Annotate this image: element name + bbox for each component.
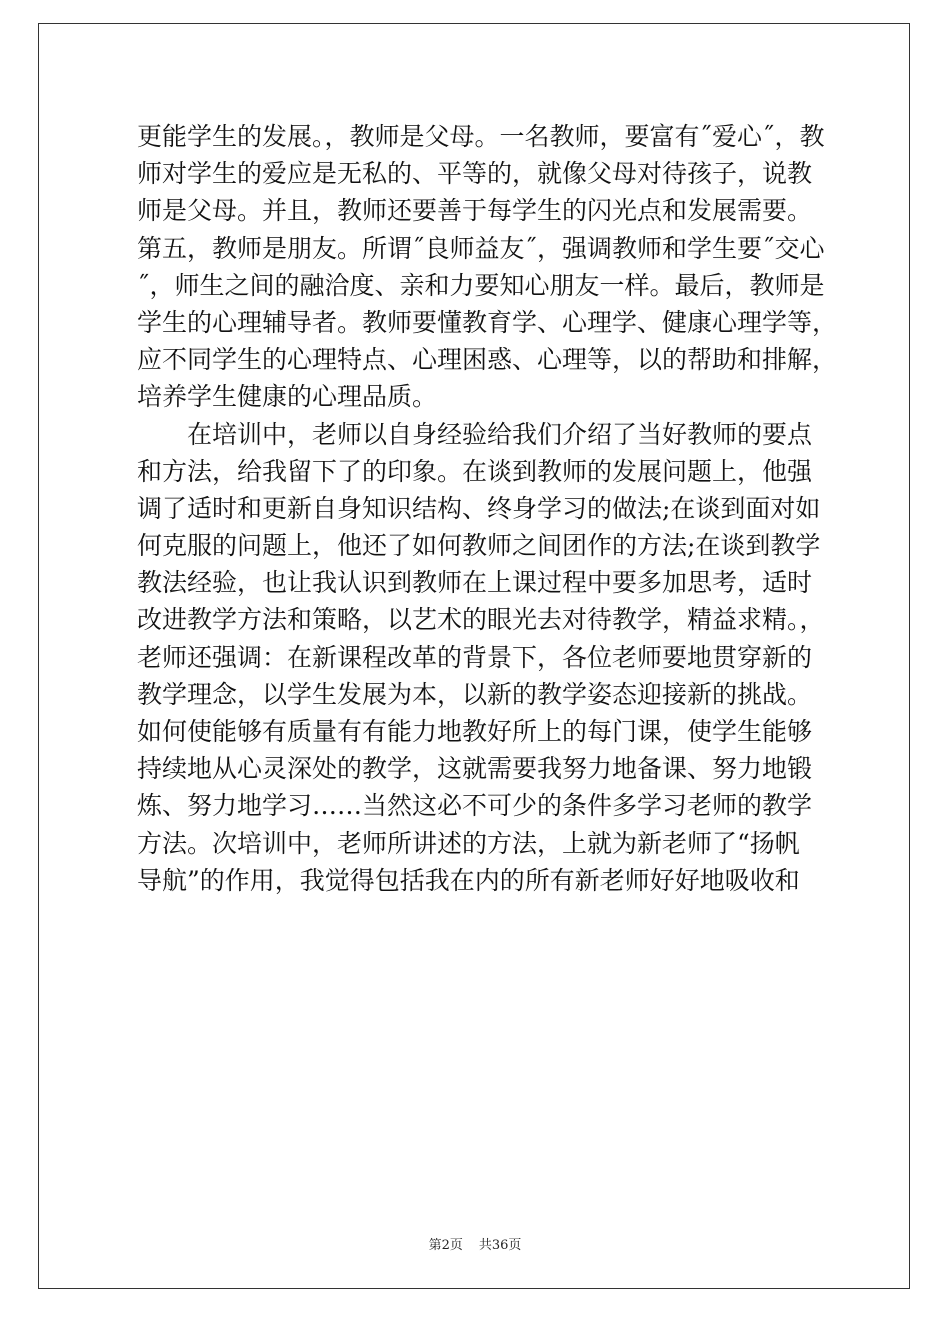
text-line: 方法。次培训中，老师所讲述的方法，上就为新老师了“扬帆 xyxy=(137,828,800,858)
page-footer xyxy=(0,1234,950,1253)
text-line: 第五，教师是朋友。所谓˝良师益友˝，强调教师和学生要˝交心 xyxy=(137,233,825,263)
text-line: 调了适时和更新自身知识结构、终身学习的做法;在谈到面对如 xyxy=(137,493,821,523)
text-line: 和方法，给我留下了的印象。在谈到教师的发展问题上，他强 xyxy=(137,456,813,486)
document-body xyxy=(137,118,843,899)
text-line: 改进教学方法和策略，以艺术的眼光去对待教学，精益求精。， xyxy=(137,605,825,635)
text-line: 炼、努力地学习……当然这必不可少的条件多学习老师的教学 xyxy=(137,791,813,821)
text-line: 教学理念，以学生发展为本，以新的教学姿态迎接新的挑战。 xyxy=(137,679,813,709)
text-line: 学生的心理辅导者。教师要懂教育学、心理学、健康心理学等， xyxy=(137,307,838,337)
text-line: 教法经验，也让我认识到教师在上课过程中要多加思考，适时 xyxy=(137,568,813,598)
page-total: 共36页 xyxy=(478,1238,522,1253)
page-number: 第2页 xyxy=(428,1238,463,1253)
text-line: 培养学生健康的心理品质。 xyxy=(137,382,438,412)
text-line: 应不同学生的心理特点、心理困惑、心理等，以的帮助和排解， xyxy=(137,345,838,375)
text-line: 如何使能够有质量有有能力地教好所上的每门课，使学生能够 xyxy=(137,717,813,746)
text-line: 老师还强调：在新课程改革的背景下，各位老师要地贯穿新的 xyxy=(137,642,813,672)
text-line: 持续地从心灵深处的教学，这就需要我努力地备课、努力地锻 xyxy=(137,754,813,784)
text-line: 师是父母。并且，教师还要善于每学生的闪光点和发展需要。 xyxy=(137,196,813,226)
text-line: 何克服的问题上，他还了如何教师之间团作的方法;在谈到教学 xyxy=(137,531,821,561)
text-line: 师对学生的爱应是无私的、平等的，就像父母对待孩子，说教 xyxy=(137,159,813,189)
text-line: 更能学生的发展。，教师是父母。一名教师，要富有˝爱心˝，教 xyxy=(137,122,825,151)
text-line: ˝，师生之间的融洽度、亲和力要知心朋友一样。最后，教师是 xyxy=(137,270,825,300)
paragraph-start-line: 在培训中，老师以自身经验给我们介绍了当好教师的要点 xyxy=(187,419,813,449)
text-line: 导航”的作用，我觉得包括我在内的所有新老师好好地吸收和 xyxy=(137,865,800,895)
